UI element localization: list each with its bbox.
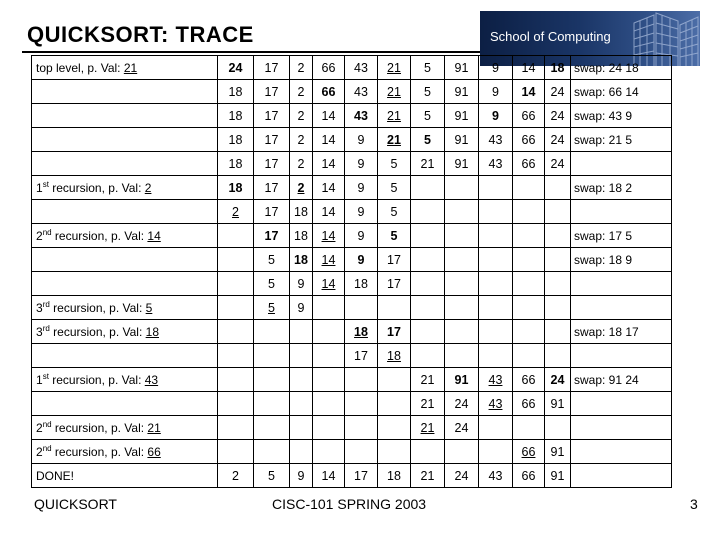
trace-cell: 24 [545, 152, 571, 176]
trace-cell [378, 368, 411, 392]
trace-cell: 5 [411, 80, 445, 104]
trace-cell [445, 176, 479, 200]
swap-note [571, 152, 672, 176]
trace-cell: 9 [290, 464, 313, 488]
trace-cell: 21 [411, 392, 445, 416]
trace-cell: 17 [378, 272, 411, 296]
swap-note: swap: 24 18 [571, 56, 672, 80]
row-label: 3rd recursion, p. Val: 5 [32, 296, 218, 320]
trace-cell [411, 296, 445, 320]
trace-cell [218, 440, 254, 464]
trace-cell: 5 [378, 152, 411, 176]
trace-cell: 2 [290, 128, 313, 152]
trace-row [32, 272, 672, 296]
trace-cell: 14 [313, 272, 345, 296]
trace-cell [218, 392, 254, 416]
trace-cell: 24 [545, 80, 571, 104]
trace-cell [218, 344, 254, 368]
trace-cell: 43 [479, 368, 513, 392]
trace-cell [378, 440, 411, 464]
trace-cell [545, 248, 571, 272]
trace-cell [545, 416, 571, 440]
trace-cell: 9 [290, 296, 313, 320]
page-number: 3 [690, 496, 698, 512]
trace-cell [513, 296, 545, 320]
trace-cell [445, 272, 479, 296]
trace-cell: 24 [218, 56, 254, 80]
trace-cell: 5 [254, 272, 290, 296]
trace-cell: 14 [313, 200, 345, 224]
trace-cell [445, 224, 479, 248]
swap-note [571, 392, 672, 416]
trace-cell [411, 344, 445, 368]
trace-cell: 14 [513, 80, 545, 104]
trace-cell [290, 440, 313, 464]
trace-cell: 2 [290, 80, 313, 104]
trace-cell [218, 248, 254, 272]
trace-cell: 91 [445, 152, 479, 176]
swap-note: swap: 18 2 [571, 176, 672, 200]
trace-cell: 21 [378, 80, 411, 104]
trace-cell: 5 [378, 200, 411, 224]
trace-cell [290, 416, 313, 440]
trace-cell: 2 [290, 152, 313, 176]
trace-cell: 17 [345, 464, 378, 488]
swap-note [571, 416, 672, 440]
trace-cell: 24 [545, 128, 571, 152]
trace-cell: 17 [254, 80, 290, 104]
swap-note: swap: 91 24 [571, 368, 672, 392]
trace-cell [218, 224, 254, 248]
trace-cell: 21 [378, 104, 411, 128]
trace-cell [479, 176, 513, 200]
trace-cell: 43 [345, 56, 378, 80]
trace-cell: 21 [411, 368, 445, 392]
trace-cell [290, 320, 313, 344]
row-label [32, 344, 218, 368]
trace-cell: 91 [445, 104, 479, 128]
trace-cell: 24 [545, 368, 571, 392]
trace-cell: 14 [313, 248, 345, 272]
trace-cell: 14 [313, 152, 345, 176]
trace-cell [513, 200, 545, 224]
trace-cell [479, 440, 513, 464]
trace-row [32, 56, 672, 80]
trace-cell [479, 200, 513, 224]
trace-cell: 91 [545, 440, 571, 464]
trace-cell: 66 [513, 464, 545, 488]
trace-cell: 14 [313, 176, 345, 200]
trace-cell: 9 [345, 248, 378, 272]
trace-cell [218, 320, 254, 344]
swap-note: swap: 17 5 [571, 224, 672, 248]
row-label: 2nd recursion, p. Val: 66 [32, 440, 218, 464]
row-label: DONE! [32, 464, 218, 488]
trace-cell: 9 [345, 224, 378, 248]
logo-text: School of Computing [490, 29, 611, 44]
trace-cell [411, 440, 445, 464]
trace-cell: 14 [513, 56, 545, 80]
trace-cell: 5 [411, 104, 445, 128]
trace-cell: 66 [513, 440, 545, 464]
trace-cell [411, 224, 445, 248]
trace-cell: 66 [513, 128, 545, 152]
trace-cell: 91 [445, 56, 479, 80]
trace-cell [445, 320, 479, 344]
trace-cell: 24 [445, 464, 479, 488]
trace-cell [545, 224, 571, 248]
trace-cell: 91 [545, 392, 571, 416]
row-label: 2nd recursion, p. Val: 14 [32, 224, 218, 248]
trace-cell [378, 416, 411, 440]
trace-cell [513, 248, 545, 272]
swap-note [571, 200, 672, 224]
swap-note [571, 272, 672, 296]
trace-table [31, 55, 672, 488]
trace-cell: 43 [345, 80, 378, 104]
trace-cell [313, 416, 345, 440]
row-label [32, 200, 218, 224]
trace-cell [479, 416, 513, 440]
trace-cell: 9 [290, 272, 313, 296]
trace-cell: 18 [218, 104, 254, 128]
trace-cell [545, 296, 571, 320]
trace-row [32, 296, 672, 320]
trace-row [32, 104, 672, 128]
trace-cell: 43 [479, 152, 513, 176]
trace-cell: 9 [345, 200, 378, 224]
row-label: 1st recursion, p. Val: 2 [32, 176, 218, 200]
trace-cell [218, 272, 254, 296]
trace-cell: 5 [411, 128, 445, 152]
trace-cell: 17 [254, 128, 290, 152]
trace-row [32, 248, 672, 272]
trace-cell: 9 [345, 128, 378, 152]
trace-cell [479, 296, 513, 320]
trace-cell [254, 440, 290, 464]
trace-cell [479, 248, 513, 272]
trace-cell: 91 [545, 464, 571, 488]
trace-cell [290, 392, 313, 416]
trace-cell [345, 416, 378, 440]
trace-cell [254, 344, 290, 368]
trace-cell: 5 [411, 56, 445, 80]
trace-cell: 9 [479, 80, 513, 104]
trace-cell [411, 320, 445, 344]
trace-cell: 2 [290, 176, 313, 200]
trace-cell: 5 [254, 248, 290, 272]
row-label [32, 128, 218, 152]
trace-cell: 2 [290, 104, 313, 128]
trace-cell: 21 [378, 56, 411, 80]
trace-row [32, 464, 672, 488]
trace-cell: 66 [513, 152, 545, 176]
trace-row [32, 392, 672, 416]
trace-cell: 17 [254, 176, 290, 200]
trace-cell [479, 344, 513, 368]
trace-cell: 24 [445, 416, 479, 440]
trace-cell: 66 [313, 56, 345, 80]
trace-cell [545, 320, 571, 344]
trace-cell [411, 272, 445, 296]
trace-cell [545, 272, 571, 296]
row-label [32, 80, 218, 104]
trace-cell: 2 [218, 464, 254, 488]
swap-note [571, 344, 672, 368]
trace-cell: 18 [218, 176, 254, 200]
trace-cell [218, 368, 254, 392]
trace-cell: 18 [545, 56, 571, 80]
swap-note [571, 296, 672, 320]
row-label [32, 104, 218, 128]
trace-cell [378, 392, 411, 416]
trace-cell [313, 296, 345, 320]
trace-cell: 14 [313, 464, 345, 488]
swap-note: swap: 43 9 [571, 104, 672, 128]
trace-cell: 18 [218, 80, 254, 104]
trace-cell: 5 [378, 176, 411, 200]
trace-cell: 66 [513, 392, 545, 416]
trace-cell: 91 [445, 80, 479, 104]
trace-cell: 18 [378, 344, 411, 368]
swap-note [571, 464, 672, 488]
trace-cell: 18 [218, 128, 254, 152]
trace-row [32, 80, 672, 104]
trace-cell: 17 [378, 320, 411, 344]
trace-row [32, 200, 672, 224]
trace-cell [545, 176, 571, 200]
trace-cell [313, 368, 345, 392]
trace-cell [378, 296, 411, 320]
trace-cell: 43 [479, 392, 513, 416]
trace-cell [513, 320, 545, 344]
trace-cell: 17 [378, 248, 411, 272]
trace-cell: 5 [254, 296, 290, 320]
trace-cell: 66 [313, 80, 345, 104]
trace-cell: 43 [345, 104, 378, 128]
trace-cell [313, 320, 345, 344]
trace-cell [445, 344, 479, 368]
trace-cell [411, 248, 445, 272]
trace-cell [545, 344, 571, 368]
trace-cell [290, 344, 313, 368]
trace-row [32, 320, 672, 344]
trace-cell: 18 [345, 272, 378, 296]
trace-cell [513, 272, 545, 296]
row-label: 2nd recursion, p. Val: 21 [32, 416, 218, 440]
trace-cell: 17 [254, 104, 290, 128]
trace-cell: 17 [254, 224, 290, 248]
trace-cell [513, 416, 545, 440]
swap-note: swap: 18 9 [571, 248, 672, 272]
trace-cell: 66 [513, 368, 545, 392]
swap-note: swap: 21 5 [571, 128, 672, 152]
trace-cell [479, 224, 513, 248]
slide-title: QUICKSORT: TRACE [27, 22, 254, 47]
row-label: 1st recursion, p. Val: 43 [32, 368, 218, 392]
trace-row [32, 344, 672, 368]
trace-cell: 14 [313, 104, 345, 128]
trace-cell [254, 320, 290, 344]
trace-cell: 17 [254, 56, 290, 80]
trace-cell [545, 200, 571, 224]
trace-cell [445, 248, 479, 272]
trace-cell [513, 176, 545, 200]
trace-cell [218, 296, 254, 320]
trace-cell [254, 416, 290, 440]
trace-cell: 18 [378, 464, 411, 488]
row-label [32, 392, 218, 416]
trace-cell: 24 [545, 104, 571, 128]
trace-cell [445, 296, 479, 320]
trace-cell [345, 368, 378, 392]
trace-cell: 18 [290, 224, 313, 248]
trace-cell: 2 [290, 56, 313, 80]
trace-cell: 21 [378, 128, 411, 152]
trace-row [32, 224, 672, 248]
trace-cell [479, 320, 513, 344]
row-label [32, 152, 218, 176]
swap-note: swap: 66 14 [571, 80, 672, 104]
trace-cell: 17 [254, 200, 290, 224]
trace-cell: 21 [411, 152, 445, 176]
trace-cell: 91 [445, 368, 479, 392]
trace-row [32, 128, 672, 152]
trace-cell [445, 440, 479, 464]
trace-cell [345, 392, 378, 416]
trace-cell: 5 [378, 224, 411, 248]
row-label: top level, p. Val: 21 [32, 56, 218, 80]
row-label: 3rd recursion, p. Val: 18 [32, 320, 218, 344]
trace-row [32, 368, 672, 392]
trace-cell [513, 344, 545, 368]
row-label [32, 248, 218, 272]
trace-cell [218, 416, 254, 440]
trace-cell: 17 [254, 152, 290, 176]
trace-cell: 14 [313, 224, 345, 248]
trace-cell: 17 [345, 344, 378, 368]
trace-cell: 21 [411, 416, 445, 440]
trace-cell [479, 272, 513, 296]
trace-cell: 66 [513, 104, 545, 128]
trace-cell: 91 [445, 128, 479, 152]
trace-cell [313, 392, 345, 416]
footer-center: CISC-101 SPRING 2003 [272, 496, 427, 512]
trace-cell [313, 440, 345, 464]
trace-row [32, 176, 672, 200]
footer-left: QUICKSORT [34, 496, 117, 512]
trace-cell [254, 392, 290, 416]
trace-cell: 18 [290, 248, 313, 272]
trace-cell: 9 [479, 104, 513, 128]
trace-cell: 18 [345, 320, 378, 344]
trace-cell: 24 [445, 392, 479, 416]
trace-cell: 18 [290, 200, 313, 224]
trace-cell: 14 [313, 128, 345, 152]
trace-cell: 2 [218, 200, 254, 224]
trace-cell [345, 440, 378, 464]
trace-cell [445, 200, 479, 224]
swap-note: swap: 18 17 [571, 320, 672, 344]
trace-cell: 9 [345, 152, 378, 176]
trace-cell [345, 296, 378, 320]
trace-cell: 9 [345, 176, 378, 200]
trace-cell: 43 [479, 464, 513, 488]
trace-cell: 9 [479, 56, 513, 80]
trace-cell: 21 [411, 464, 445, 488]
trace-cell: 43 [479, 128, 513, 152]
trace-row [32, 152, 672, 176]
trace-cell [411, 176, 445, 200]
trace-cell [513, 224, 545, 248]
trace-cell [313, 344, 345, 368]
trace-cell [254, 368, 290, 392]
trace-cell: 18 [218, 152, 254, 176]
swap-note [571, 440, 672, 464]
trace-cell [411, 200, 445, 224]
trace-row [32, 416, 672, 440]
trace-row [32, 440, 672, 464]
trace-cell: 5 [254, 464, 290, 488]
row-label [32, 272, 218, 296]
trace-cell [290, 368, 313, 392]
